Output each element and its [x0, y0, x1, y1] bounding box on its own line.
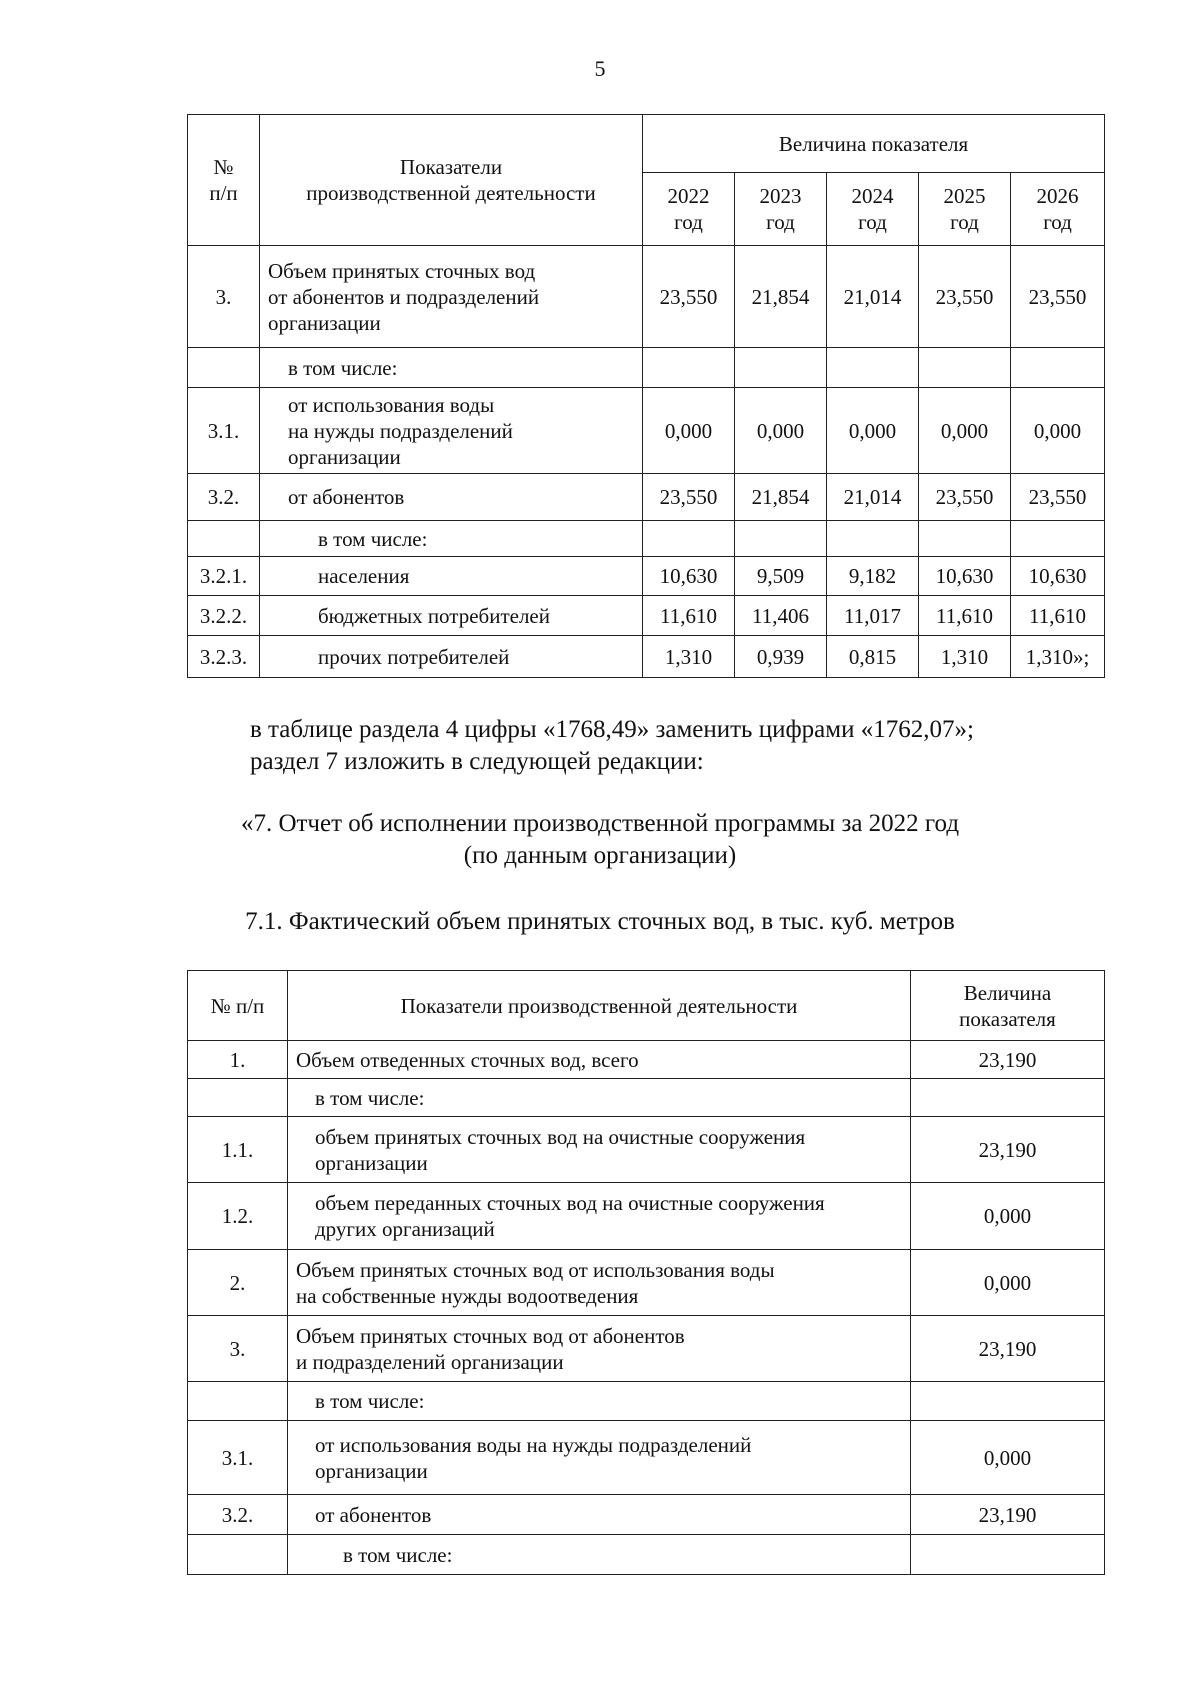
table-row: [188, 1079, 1105, 1117]
header-num: [188, 115, 260, 246]
row-value: [919, 521, 1011, 557]
row-value: 23,190: [911, 1041, 1105, 1079]
row-value: 0,000: [1011, 388, 1105, 474]
row-value: 11,610: [1011, 596, 1105, 636]
row-value: 23,550: [1011, 246, 1105, 348]
row-value: [1011, 521, 1105, 557]
row-value: 21,854: [735, 474, 827, 521]
row-value: [735, 348, 827, 388]
table-row: [188, 1421, 1105, 1495]
row-value: 0,939: [735, 636, 827, 678]
year-header: [1011, 173, 1105, 246]
row-value: 9,509: [735, 557, 827, 596]
header-indicator: Показатели производственной деятельности: [288, 971, 911, 1041]
section-title-line-2: (по данным организации): [463, 842, 737, 869]
row-value: 10,630: [919, 557, 1011, 596]
year-2024: 2024 год: [851, 184, 894, 234]
row-num: 1.2.: [188, 1183, 288, 1250]
year-header: [643, 173, 735, 246]
row-label: Объем принятых сточных вод от абонентов и подразделений организации: [260, 246, 643, 348]
row-label: бюджетных потребителей: [260, 596, 643, 636]
row-value: [643, 348, 735, 388]
year-2022: 2022 год: [667, 184, 710, 234]
row-value: 23,550: [643, 246, 735, 348]
row-label: от использования воды на нужды подразделений организации: [260, 388, 643, 474]
table-row: [188, 636, 1105, 678]
row-value: 11,017: [827, 596, 919, 636]
row-value: 0,000: [911, 1421, 1105, 1495]
row-value: [827, 348, 919, 388]
row-label: объем принятых сточных вод на очистные сооружения организации: [288, 1117, 911, 1183]
table-row: [188, 474, 1105, 521]
row-value: 23,190: [911, 1495, 1105, 1535]
subsection-title: 7.1. Фактический объем принятых сточных вод, в тыс. куб. метров: [245, 908, 955, 935]
row-label: Объем принятых сточных вод от использования воды на собственные нужды водоотведения: [288, 1250, 911, 1316]
table-row: [188, 596, 1105, 636]
table-row: [188, 1117, 1105, 1183]
row-value: 1,310: [919, 636, 1011, 678]
row-value: 21,854: [735, 246, 827, 348]
row-label: от абонентов: [288, 1495, 911, 1535]
row-num: [188, 521, 260, 557]
row-num: [188, 1535, 288, 1575]
row-value: 23,550: [643, 474, 735, 521]
row-value: 21,014: [827, 246, 919, 348]
table-header-row: [188, 971, 1105, 1041]
row-label: в том числе:: [288, 1382, 911, 1421]
row-value: 23,190: [911, 1316, 1105, 1382]
row-num: 3.2.2.: [188, 596, 260, 636]
header-value-group-text: Величина показателя: [778, 131, 969, 156]
header-indicator-text: Показатели производственной деятельности: [306, 155, 596, 205]
row-label: в том числе:: [288, 1079, 911, 1117]
row-value: [643, 521, 735, 557]
row-label: населения: [260, 557, 643, 596]
row-value: [911, 1079, 1105, 1117]
year-2026: 2026 год: [1036, 184, 1079, 234]
row-value: 0,000: [643, 388, 735, 474]
table-row: [188, 557, 1105, 596]
year-header: [919, 173, 1011, 246]
row-value: 0,815: [827, 636, 919, 678]
row-value: 23,550: [1011, 474, 1105, 521]
row-label: в том числе:: [260, 521, 643, 557]
row-value: 21,014: [827, 474, 919, 521]
row-num: [188, 348, 260, 388]
row-label: прочих потребителей: [260, 636, 643, 678]
table-row: [188, 1183, 1105, 1250]
row-label: от использования воды на нужды подразделений организации: [288, 1421, 911, 1495]
row-value: [827, 521, 919, 557]
header-num-text: № п/п: [209, 155, 238, 205]
row-value: 11,610: [919, 596, 1011, 636]
row-num: [188, 1079, 288, 1117]
table-row: [188, 521, 1105, 557]
amendment-line-1: в таблице раздела 4 цифры «1768,49» заменить цифрами «1762,07»;: [250, 716, 974, 743]
row-num: [188, 1382, 288, 1421]
table-row: [188, 1316, 1105, 1382]
page-number: 5: [594, 56, 606, 81]
table-row: [188, 1535, 1105, 1575]
row-value: 11,610: [643, 596, 735, 636]
row-num: 3.2.3.: [188, 636, 260, 678]
row-value: 0,000: [911, 1250, 1105, 1316]
row-label: в том числе:: [260, 348, 643, 388]
header-num: № п/п: [188, 971, 288, 1041]
row-value: 1,310»;: [1011, 636, 1105, 678]
row-num: 3.1.: [188, 388, 260, 474]
year-header: [735, 173, 827, 246]
amendment-line-2: раздел 7 изложить в следующей редакции:: [250, 748, 704, 775]
row-value: 10,630: [643, 557, 735, 596]
header-value-group: [643, 115, 1105, 173]
row-num: 1.1.: [188, 1117, 288, 1183]
row-value: 1,310: [643, 636, 735, 678]
row-num: 3.2.: [188, 474, 260, 521]
table-row: [188, 246, 1105, 348]
table-row: [188, 1041, 1105, 1079]
row-num: 3.: [188, 1316, 288, 1382]
table-row: [188, 388, 1105, 474]
row-label: в том числе:: [288, 1535, 911, 1575]
header-value: Величина показателя: [911, 971, 1105, 1041]
row-num: 3.2.: [188, 1495, 288, 1535]
actual-volume-table: [187, 970, 1105, 1575]
row-value: [735, 521, 827, 557]
row-value: 0,000: [911, 1183, 1105, 1250]
row-num: 3.: [188, 246, 260, 348]
header-indicator: [260, 115, 643, 246]
row-label: Объем принятых сточных вод от абонентов и подразделений организации: [288, 1316, 911, 1382]
table-row: [188, 1382, 1105, 1421]
row-label: от абонентов: [260, 474, 643, 521]
row-value: [911, 1535, 1105, 1575]
row-label: объем переданных сточных вод на очистные сооружения других организаций: [288, 1183, 911, 1250]
table-row: [188, 1495, 1105, 1535]
row-value: [1011, 348, 1105, 388]
row-num: 3.2.1.: [188, 557, 260, 596]
row-value: 0,000: [919, 388, 1011, 474]
row-value: 23,550: [919, 474, 1011, 521]
row-value: [911, 1382, 1105, 1421]
row-num: 1.: [188, 1041, 288, 1079]
year-header: [827, 173, 919, 246]
row-label: Объем отведенных сточных вод, всего: [288, 1041, 911, 1079]
row-value: 11,406: [735, 596, 827, 636]
table-row: [188, 1250, 1105, 1316]
row-num: 2.: [188, 1250, 288, 1316]
row-value: 23,550: [919, 246, 1011, 348]
row-value: 10,630: [1011, 557, 1105, 596]
row-value: 0,000: [735, 388, 827, 474]
year-2025: 2025 год: [943, 184, 986, 234]
row-value: 9,182: [827, 557, 919, 596]
row-value: 0,000: [827, 388, 919, 474]
row-value: [919, 348, 1011, 388]
section-title-line-1: «7. Отчет об исполнении производственной программы за 2022 год: [240, 810, 960, 837]
row-num: 3.1.: [188, 1421, 288, 1495]
year-2023: 2023 год: [759, 184, 802, 234]
production-indicators-table: [187, 114, 1105, 678]
table-row: [188, 348, 1105, 388]
row-value: 23,190: [911, 1117, 1105, 1183]
